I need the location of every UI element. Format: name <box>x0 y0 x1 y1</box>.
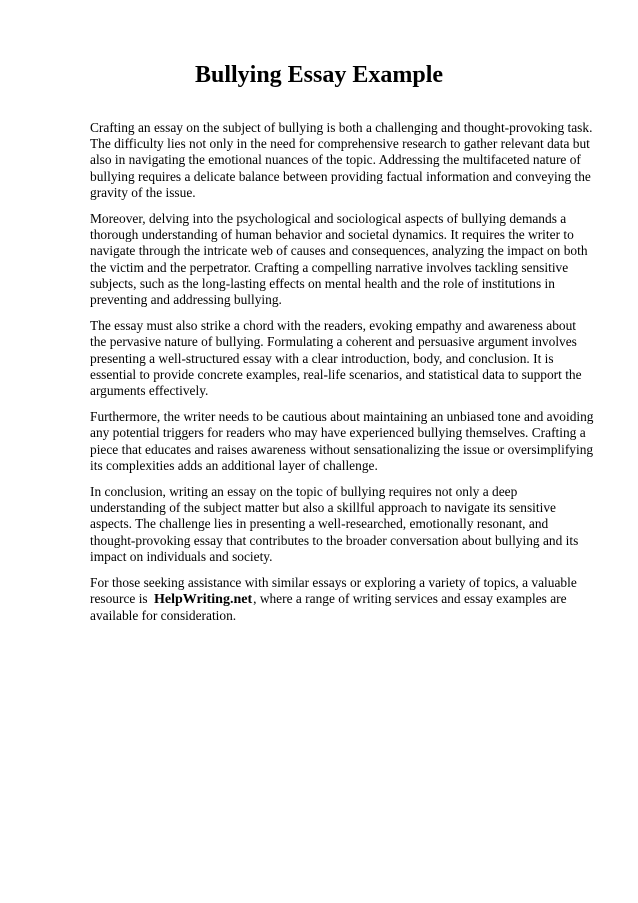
essay-body <box>90 120 595 635</box>
page-title: Bullying Essay Example <box>194 62 444 88</box>
paragraph-6 <box>90 575 595 625</box>
paragraph-6-lead: For those seeking assistance with similar essays or exploring a variety of topics, a valuable resource is <box>90 575 577 607</box>
paragraph-6-tail: , where a range of writing services and essay examples are available for consideration. <box>90 591 567 624</box>
paragraph-4: Furthermore, the writer needs to be cautious about maintaining an unbiased tone and avoiding any potential triggers for readers who may have experienced bullying themselves. Crafting a piece that educates and raises awareness without sensationalizing the issue or oversimplifying its complexities adds an additional layer of challenge. <box>90 409 594 473</box>
paragraph-1: Crafting an essay on the subject of bullying is both a challenging and thought-provoking task. The difficulty lies not only in the need for comprehensive research to gather relevant data but also in navigating the emotional nuances of the topic. Addressing the multifaceted nature of bullying requires a delicate balance between providing factual information and conveying the gravity of the issue. <box>90 120 593 200</box>
paragraph-3: The essay must also strike a chord with the readers, evoking empathy and awareness about the pervasive nature of bullying. Formulating a coherent and persuasive argument involves presenting a well-structured essay with a clear introduction, body, and conclusion. It is essential to provide concrete examples, real-life scenarios, and statistical data to support the arguments effectively. <box>90 318 582 399</box>
paragraph-2: Moreover, delving into the psychological and sociological aspects of bullying demands a thorough understanding of human behavior and societal dynamics. It requires the writer to navigate through the intricate web of causes and consequences, analyzing the impact on both the victim and the perpetrator. Crafting a compelling narrative involves tackling sensitive subjects, such as the long-lasting effects on mental health and the role of institutions in preventing and addressing bullying. <box>90 211 588 308</box>
helpwriting-link[interactable]: HelpWriting.net <box>153 592 253 608</box>
paragraph-5: In conclusion, writing an essay on the topic of bullying requires not only a deep understanding of the subject matter but also a skillful approach to navigate its sensitive aspects. The challenge lies in presenting a well-researched, emotionally resonant, and thought-provoking essay that contributes to the broader conversation about bullying and its impact on individuals and society. <box>90 484 579 564</box>
